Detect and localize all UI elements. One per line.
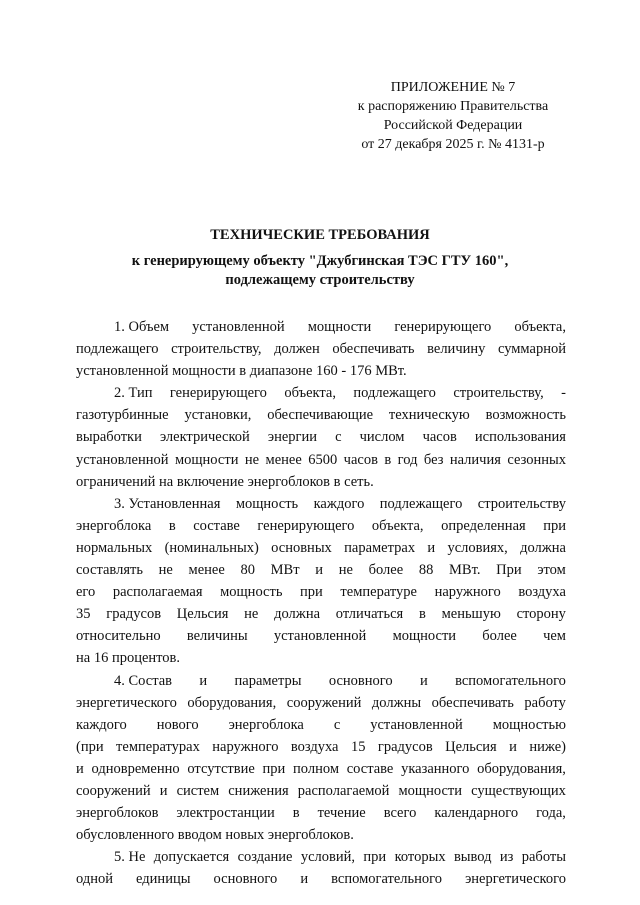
word: условиях, <box>447 539 508 556</box>
paragraph <box>76 846 566 890</box>
word: обеспечивать <box>332 341 415 358</box>
word: менее <box>188 562 225 579</box>
word: установки, <box>184 407 252 424</box>
word: более <box>368 562 404 579</box>
paragraph-line <box>76 846 566 868</box>
word: МВт. <box>449 562 481 579</box>
word: мощности <box>392 628 457 645</box>
paragraph-line <box>76 758 566 780</box>
word: 6500 <box>308 451 338 468</box>
paragraph-line <box>76 581 566 603</box>
word: воздуха <box>518 584 566 601</box>
paragraph-line <box>76 714 566 736</box>
document-body <box>76 316 566 890</box>
word: (при <box>76 738 104 755</box>
word: и <box>199 672 208 689</box>
word: 15 <box>350 738 366 755</box>
word: располагаемая <box>112 584 203 601</box>
word: отличаться <box>335 606 404 623</box>
word: оборудования, <box>187 694 277 711</box>
word: суммарной <box>497 341 566 358</box>
paragraph <box>76 316 566 382</box>
word: основного <box>328 672 393 689</box>
word: каждого <box>313 495 365 512</box>
word: часов <box>422 429 457 446</box>
word: МВт <box>270 562 300 579</box>
appendix-reference: к распоряжению Правительства <box>357 99 549 114</box>
word: мощности <box>398 782 462 799</box>
document-subtitle-line-1: к генерирующему объекту "Джубгинская ТЭС ГТУ 160", <box>131 253 509 269</box>
word: мощность <box>220 584 283 601</box>
word: 1. Объем <box>114 319 170 335</box>
word: (номинальных) <box>164 539 259 556</box>
word: мощности <box>174 451 239 468</box>
word: с <box>335 429 342 446</box>
line-text: на 16 процентов. <box>76 650 181 667</box>
word: энергетического <box>465 871 566 888</box>
word: составлять <box>76 562 143 579</box>
word: с <box>333 716 341 733</box>
word: нового <box>156 716 199 733</box>
word: наличия <box>449 451 501 468</box>
word: из <box>499 849 514 866</box>
word: подлежащего <box>353 385 436 402</box>
word: в <box>292 805 300 822</box>
paragraph-line <box>76 647 566 669</box>
word: каждого <box>76 716 127 733</box>
word: должна <box>274 606 321 623</box>
line-text: установленной мощности в диапазоне 160 - 176 МВт. <box>76 363 407 380</box>
word: электростанции <box>176 805 275 822</box>
word: которых <box>394 849 446 866</box>
word: энергетического <box>76 694 177 711</box>
word: работу <box>524 694 566 711</box>
word: и <box>509 738 517 755</box>
word: параметры <box>234 672 302 689</box>
paragraph-line <box>76 471 566 493</box>
word: допускается <box>153 849 230 866</box>
document-subtitle-line-2: подлежащему строительству <box>225 272 415 288</box>
word: часов <box>343 451 378 468</box>
word: оборудования, <box>477 760 566 777</box>
word: составе <box>193 517 240 534</box>
word: составе <box>346 760 394 777</box>
word: основного <box>213 871 278 888</box>
line-text: обусловленного вводом новых энергоблоков. <box>76 827 354 844</box>
word: и <box>300 871 309 888</box>
word: энергии <box>267 429 318 446</box>
word: вывод <box>453 849 492 866</box>
word: электрической <box>159 429 250 446</box>
word: газотурбинные <box>76 407 169 424</box>
word: располагаемой <box>297 782 390 799</box>
word: менее <box>265 451 302 468</box>
word: использования <box>474 429 566 446</box>
word: мощность <box>235 495 299 512</box>
word: энергоблока <box>76 517 152 534</box>
word: и <box>159 782 168 799</box>
word: этом <box>537 562 566 579</box>
word: относительно <box>76 628 161 645</box>
word: не <box>244 451 260 468</box>
paragraph-line <box>76 515 566 537</box>
paragraph-line <box>76 625 566 647</box>
word: строительству <box>477 495 566 512</box>
paragraph-line <box>76 493 566 515</box>
word: год <box>397 451 418 468</box>
word: 5. Не <box>114 849 146 866</box>
word: календарного <box>434 805 519 822</box>
word: величину <box>427 341 486 358</box>
word: наружного <box>434 584 501 601</box>
word: температуре <box>340 584 417 601</box>
word: температурах <box>116 738 200 755</box>
paragraph-line <box>76 603 566 625</box>
paragraph-line <box>76 404 566 426</box>
word: при <box>262 760 286 777</box>
word: всего <box>383 805 417 822</box>
appendix-authority: Российской Федерации <box>383 118 523 133</box>
word: создание <box>237 849 293 866</box>
word: установленной <box>192 319 285 335</box>
word: мощности <box>307 319 372 335</box>
word: не <box>158 562 173 579</box>
word: должны <box>371 694 422 711</box>
word: существующих <box>471 782 566 799</box>
word: воздуха <box>290 738 339 755</box>
appendix-date-number: от 27 декабря 2025 г. № 4131-р <box>361 137 545 152</box>
word: в <box>418 606 426 623</box>
word: снижения <box>228 782 289 799</box>
word: указанного <box>401 760 470 777</box>
word: установленной <box>76 451 169 468</box>
word: установленной <box>273 628 367 645</box>
word: объекта, <box>284 385 336 402</box>
word: не <box>244 606 259 623</box>
word: единицы <box>136 871 191 888</box>
paragraph-line <box>76 868 566 890</box>
word: чем <box>543 628 566 645</box>
word: обеспечивать <box>431 694 514 711</box>
paragraph-line <box>76 360 566 382</box>
word: подлежащего <box>76 341 159 358</box>
word: - <box>561 385 566 402</box>
word: и <box>76 760 84 777</box>
word: вспомогательного <box>331 871 442 888</box>
paragraph-line <box>76 382 566 404</box>
word: градусов <box>377 738 433 755</box>
word: 80 <box>240 562 255 579</box>
word: без <box>423 451 444 468</box>
appendix-title: ПРИЛОЖЕНИЕ № 7 <box>390 80 516 95</box>
word: строительству, <box>171 341 262 358</box>
word: вспомогательного <box>455 672 566 689</box>
word: параметрах <box>344 539 416 556</box>
word: 35 <box>76 606 91 623</box>
paragraph-line <box>76 824 566 846</box>
paragraph-line <box>76 802 566 824</box>
word: подлежащего <box>379 495 463 512</box>
word: условий, <box>300 849 356 866</box>
word: 2. Тип <box>114 385 153 402</box>
word: величины <box>186 628 248 645</box>
word: полном <box>293 760 339 777</box>
word: генерирующего <box>257 517 355 534</box>
paragraph-line <box>76 670 566 692</box>
word: сезонных <box>507 451 566 468</box>
word: сооружений <box>76 782 151 799</box>
paragraph <box>76 493 566 670</box>
word: и <box>315 562 324 579</box>
paragraph <box>76 382 566 492</box>
word: течение <box>317 805 366 822</box>
appendix-header <box>330 78 576 154</box>
word: в <box>168 517 176 534</box>
word: возможность <box>485 407 566 424</box>
line-text: ограничений на включение энергоблоков в сеть. <box>76 473 374 490</box>
word: наружного <box>212 738 279 755</box>
paragraph <box>76 670 566 847</box>
word: ниже) <box>529 738 566 755</box>
word: и <box>427 539 436 556</box>
paragraph-line <box>76 736 566 758</box>
word: энергоблока <box>228 716 304 733</box>
document-title: ТЕХНИЧЕСКИЕ ТРЕБОВАНИЯ <box>210 227 430 243</box>
word: Цельсия <box>176 606 229 623</box>
word: и <box>419 672 428 689</box>
paragraph-line <box>76 692 566 714</box>
word: обеспечивающие <box>267 407 374 424</box>
word: сооружений <box>286 694 362 711</box>
word: более <box>482 628 517 645</box>
word: его <box>76 584 96 601</box>
word: должна <box>520 539 566 556</box>
word: в <box>384 451 392 468</box>
word: систем <box>176 782 220 799</box>
word: при <box>363 849 387 866</box>
paragraph-line <box>76 338 566 360</box>
paragraph-line <box>76 537 566 559</box>
word: 88 <box>418 562 434 579</box>
paragraph-line <box>76 780 566 802</box>
word: выработки <box>76 429 142 446</box>
word: При <box>496 562 522 579</box>
word: объекта, <box>371 517 424 534</box>
word: отсутствие <box>187 760 255 777</box>
word: генерирующего <box>394 319 492 335</box>
word: нормальных <box>76 539 153 556</box>
word: основных <box>271 539 332 556</box>
word: при <box>543 517 566 534</box>
word: года, <box>536 805 566 822</box>
word: энергоблоков <box>76 805 159 822</box>
word: определенная <box>441 517 526 534</box>
word: одновременно <box>91 760 180 777</box>
word: градусов <box>106 606 162 623</box>
word: генерирующего <box>169 385 267 402</box>
word: одной <box>76 871 113 888</box>
paragraph-line <box>76 559 566 581</box>
word: 3. Установленная <box>114 495 221 512</box>
word: должен <box>274 341 320 358</box>
paragraph-line <box>76 426 566 448</box>
word: установленной <box>370 716 463 733</box>
word: 4. Состав <box>114 672 173 689</box>
word: при <box>300 584 323 601</box>
word: техническую <box>388 407 470 424</box>
word: сторону <box>516 606 566 623</box>
word: меньшую <box>441 606 501 623</box>
word: мощностью <box>492 716 566 733</box>
word: объекта, <box>514 319 566 335</box>
paragraph-line <box>76 449 566 471</box>
word: работы <box>521 849 566 866</box>
word: Цельсия <box>445 738 497 755</box>
word: не <box>338 562 353 579</box>
paragraph-line <box>76 316 566 338</box>
word: строительству, <box>453 385 544 402</box>
word: числом <box>359 429 405 446</box>
